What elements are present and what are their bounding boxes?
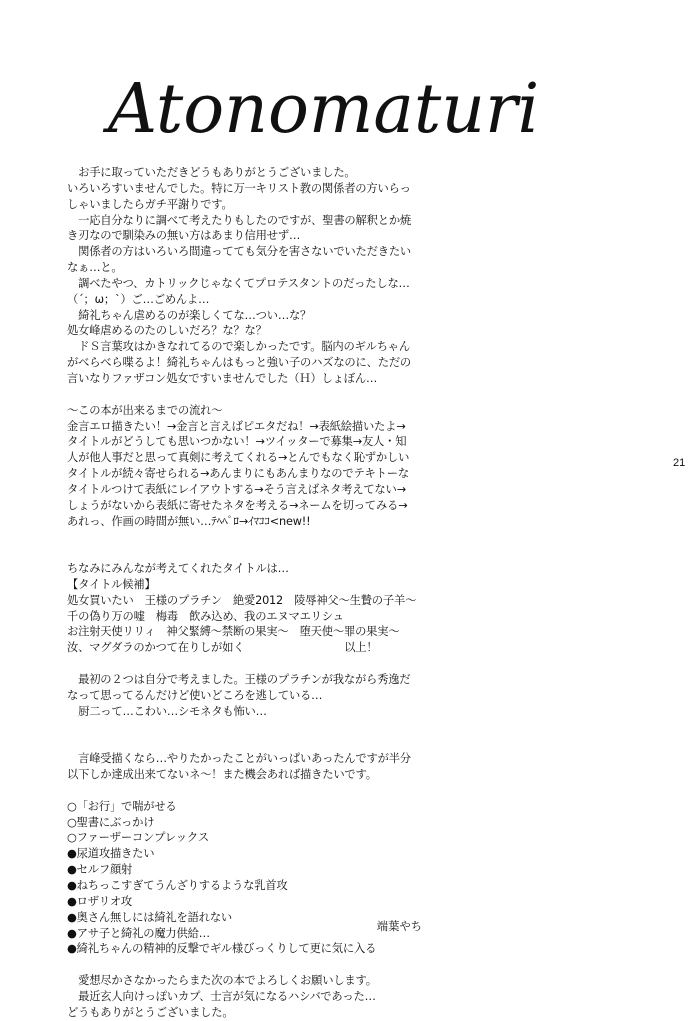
text-line: 千の偽り万の嘘 梅毒 飲み込め、我のエヌマエリシュ <box>67 609 344 623</box>
blank-line <box>67 720 439 736</box>
title-text: Atonomaturi <box>108 70 540 149</box>
text-line: しょうがないから表紙に寄せたネタを考える→ネームを切ってみる→ <box>67 498 408 512</box>
text-line: （´；ω；`）ご…ごめんよ… <box>67 292 210 306</box>
text-line: ちなみにみんなが考えてくれたタイトルは… <box>67 562 289 576</box>
text-line: 最初の２つは自分で考えました。王様のプラチンが我ながら秀逸だ <box>67 673 411 686</box>
text-line: ●セルフ顔射 <box>67 863 133 877</box>
text-line: がべらべら喋るよ！綺礼ちゃんはもっと強い子のハズなのに、ただの <box>67 356 412 370</box>
paragraph <box>67 751 439 783</box>
text-line: ○ファーザーコンプレックス <box>67 831 209 845</box>
text-line: どうもありがとうございました。 <box>67 1005 234 1019</box>
text-line: 関係者の方はいろいろ間違ってても気分を害さないでいただきたい <box>67 245 412 259</box>
text-line: 調べたやつ、カトリックじゃなくてプロテスタントのだったしな… <box>67 276 410 290</box>
text-line: 綺礼ちゃん虐めるのが楽しくてな…つい…な？ <box>67 308 312 322</box>
text-line: 言いなりファザコン処女ですいませんでした（Ｈ）しょぼん… <box>67 371 378 385</box>
text-line: あれっ、作画の時間が無い…ﾃﾍﾍﾟﾛ→ｲﾏｺｺ<new!! <box>67 514 311 528</box>
text-line: タイトルがどうしても思いつかない！→ツイッターで募集→友人・知 <box>67 435 407 449</box>
text-line: 人が他人事だと思って真剣に考えてくれる→とんでもなく恥ずかしい <box>67 451 410 465</box>
paragraph <box>67 561 439 656</box>
text-line: なって思ってるんだけど使いどころを逃している… <box>67 688 323 702</box>
text-line: 汝、マグダラのかつて在りしが如く 以上！ <box>67 641 378 655</box>
text-line: ○聖書にぶっかけ <box>67 815 155 829</box>
blank-line <box>67 735 439 751</box>
text-line: 処女買いたい 王様のプラチン 絶愛2012 陵辱神父〜生贄の子羊〜 <box>67 593 417 607</box>
text-line: 最近玄人向けっぽいカプ、士言が気になるハシバであった… <box>67 989 376 1003</box>
text-line: ●尿道攻描きたい <box>67 847 155 861</box>
paragraph <box>67 672 439 720</box>
text-line: ドＳ言葉攻はかきなれてるので楽しかったです。脳内のギルちゃん <box>67 340 410 354</box>
blank-line <box>67 387 439 403</box>
text-line: なぁ…と。 <box>67 261 123 275</box>
author-signature: 端葉やち <box>376 920 422 933</box>
afterword-text <box>67 165 439 1021</box>
text-line: 愛想尽かさなかったらまた次の本でよろしくお願いします。 <box>67 974 377 988</box>
text-line: お手に取っていただきどうもありがとうございました。 <box>67 166 356 179</box>
text-line: タイトルつけて表紙にレイアウトする→そう言えばネタ考えてない→ <box>67 482 406 496</box>
text-line: ○「お行」で喘がせる <box>67 799 177 813</box>
paragraph <box>67 973 439 1021</box>
text-line: ●ロザリオ攻 <box>67 894 133 908</box>
text-line: き刃なので馴染みの無い方はあまり信用せず… <box>67 229 301 243</box>
blank-line <box>67 656 439 672</box>
text-line: お注射天使リリィ 神父緊縛〜禁断の果実〜 堕天使〜罪の果実〜 <box>67 625 400 639</box>
title-logo <box>106 52 540 156</box>
text-line: ●ねちっこすぎてうんざりするような乳首攻 <box>67 878 288 892</box>
text-line: ●奥さん無しには綺礼を語れない <box>67 910 233 924</box>
text-line: 一応自分なりに調べて考えたりもしたのですが、聖書の解釈とか焼 <box>67 213 412 227</box>
text-line: 言峰受描くなら…やりたかったことがいっぱいあったんですが半分 <box>67 752 411 766</box>
blank-line <box>67 529 439 545</box>
text-line: ●綺礼ちゃんの精神的反撃でギル様びっくりして更に気に入る <box>67 942 377 956</box>
text-line: 以下しか達成出来てないネ〜！また機会あれば描きたいです。 <box>67 768 377 782</box>
text-line: 厨二って…こわい…シモネタも怖い… <box>67 704 267 718</box>
text-line: ●アサ子と綺礼の魔力供給… <box>67 926 210 940</box>
paragraph <box>67 403 439 530</box>
text-line: いろいろすいませんでした。特に万一キリスト教の関係者の方いらっ <box>67 181 411 195</box>
text-line: タイトルが続々寄せられる→あんまりにもあんまりなのでテキトーな <box>67 467 409 481</box>
text-line: しゃいましたらガチ平謝りです。 <box>67 197 233 211</box>
text-line: 【タイトル候補】 <box>67 577 156 591</box>
blank-line <box>67 957 439 973</box>
blank-line <box>67 783 439 799</box>
text-line: 金言エロ描きたい！→金言と言えばピエタだね！→表紙絵描いたよ→ <box>67 419 406 433</box>
page-number: 21 <box>673 457 686 469</box>
paragraph <box>67 165 439 387</box>
text-line: 〜この本が出来るまでの流れ〜 <box>67 403 223 417</box>
text-line: 処女峰虐めるのたのしいだろ？な？な？ <box>67 324 267 338</box>
blank-line <box>67 545 439 561</box>
